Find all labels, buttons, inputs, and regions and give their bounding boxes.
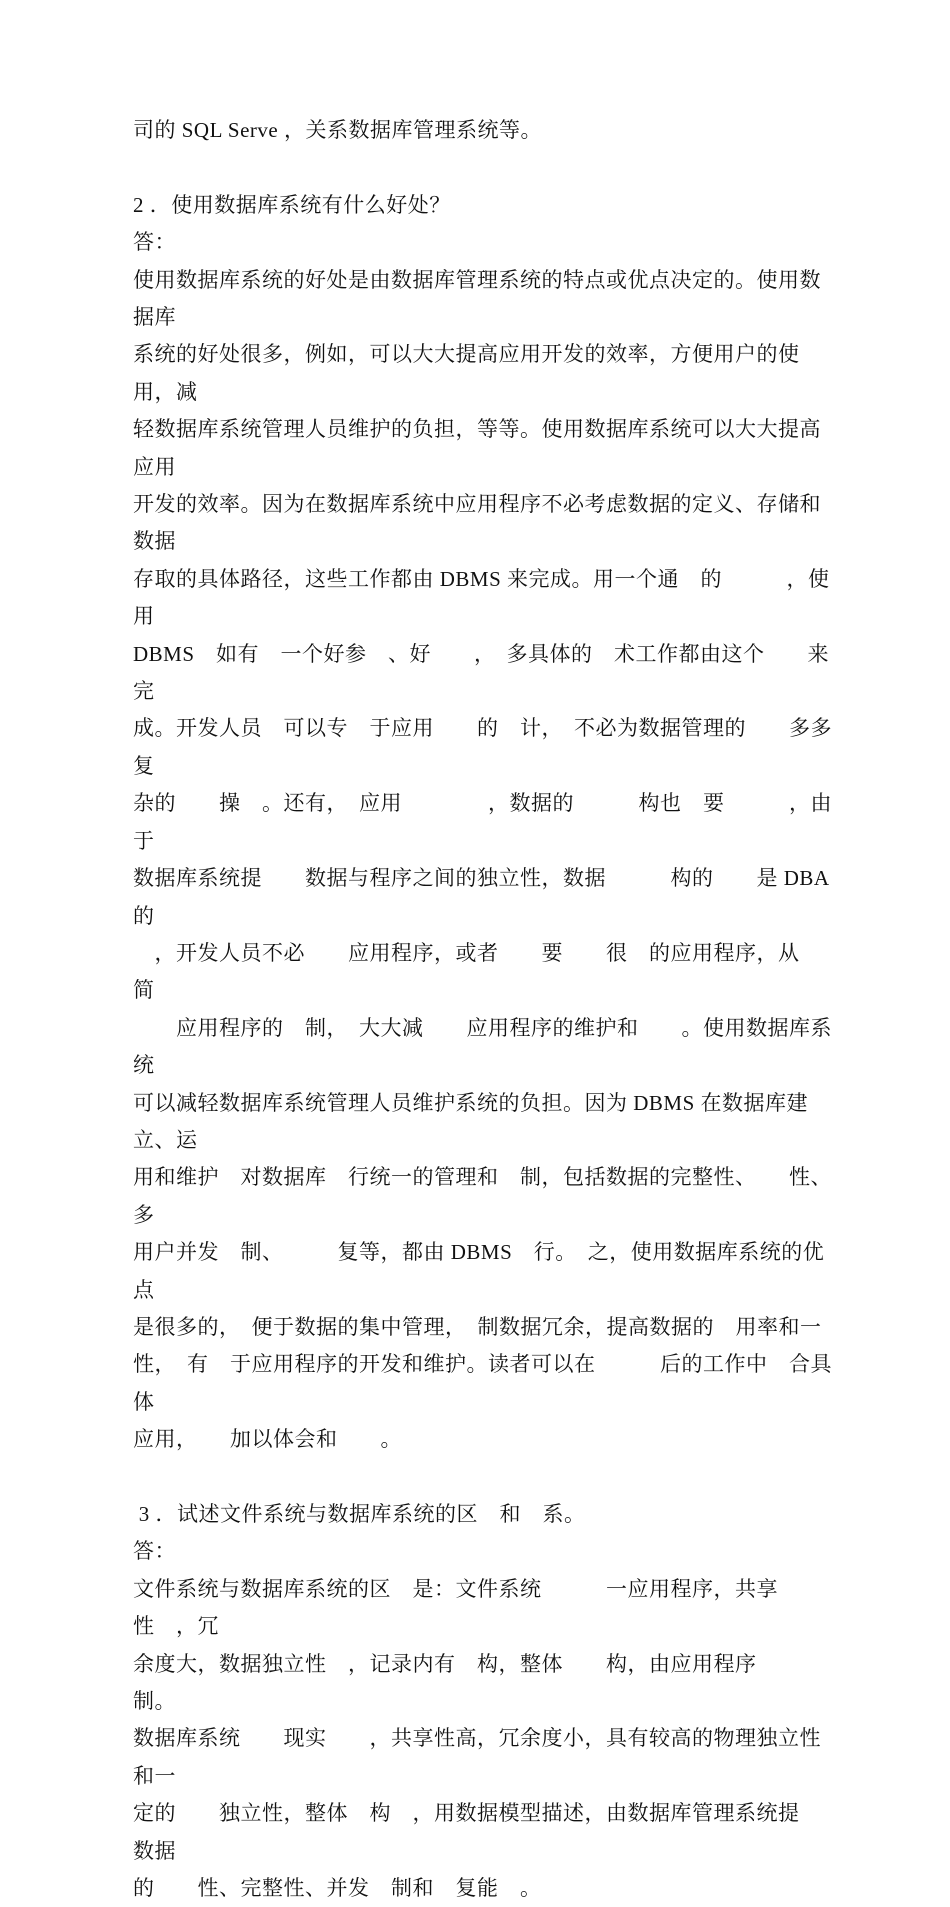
text-line: 开发的效率。因为在数据库系统中应用程序不必考虑数据的定义、存储和数据 [133, 492, 821, 554]
text-line: 司的 SQL Serve ，关系数据库管理系统等。 [133, 118, 542, 142]
text-line: 用和维护 对数据库 行统一的管理和 制，包括数据的完整性、 性、多 [133, 1165, 832, 1227]
text-line: 系统的好处很多，例如，可以大大提高应用开发的效率，方便用户的使用，减 [133, 342, 800, 404]
blank-line [133, 149, 833, 186]
text-line: 性， 有 于应用程序的开发和维护。读者可以在 后的工作中 合具体 [133, 1352, 832, 1414]
document-text-block [133, 112, 843, 1907]
text-line: 余度大，数据独立性 ，记录内有 构，整体 构，由应用程序 制。 [133, 1651, 821, 1714]
text-line: 使用数据库系统的好处是由数据库管理系统的特点或优点决定的。使用数据库 [133, 267, 821, 330]
text-line: 轻数据库系统管理人员维护的负担，等等。使用数据库系统可以大大提高应用 [133, 417, 821, 479]
answer-label: 答： [133, 230, 176, 255]
answer-label: 答： [133, 1539, 176, 1564]
text-line: 的 性、完整性、并发 制和 复能 。 [133, 1876, 542, 1901]
text-line: 用户并发 制、 复等，都由 DBMS 行。 之，使用数据库系统的优点 [133, 1240, 825, 1302]
text-line: 定的 独立性，整体 构 ，用数据模型描述，由数据库管理系统提 数据 [133, 1801, 821, 1863]
text-line: ，开发人员不必 应用程序，或者 要 很 的应用程序，从 简 [133, 940, 843, 1003]
text-line: 应用程序的 制， 大大减 应用程序的维护和 。使用数据库系统 [133, 1015, 832, 1078]
text-line: 数据库系统提 数据与程序之间的独立性，数据 构的 是 DBA 的 [133, 866, 835, 928]
text-line: 成。开发人员 可以专 于应用 的 计， 不必为数据管理的 多多复 [133, 716, 832, 778]
question-2-title: 2 ．使用数据库系统有什么好处？ [133, 192, 451, 217]
text-line: 杂的 操 。还有， 应用 ，数据的 构也 要 ，由于 [133, 791, 832, 853]
text-line: 是很多的， 便于数据的集中管理， 制数据冗余，提高数据的 用率和一 [133, 1314, 822, 1339]
text-line: 文件系统与数据库系统的区 是：文件系统 一应用程序，共享性 ，冗 [133, 1576, 778, 1639]
text-line: 数据库系统 现实 ，共享性高，冗余度小，具有较高的物理独立性和一 [133, 1726, 821, 1788]
question-3-title: 3 ．试述文件系统与数据库系统的区 和 系。 [133, 1502, 586, 1526]
blank-line [133, 1459, 833, 1496]
text-line: 存取的具体路径，这些工作都由 DBMS 来完成。用一个通 的 ，使用 [133, 566, 830, 629]
text-line: 应用， 加以体会和 。 [133, 1427, 402, 1452]
text-line: DBMS 如有 一个好参 、好 ， 多具体的 术工作都由这个 来完 [133, 641, 830, 704]
text-line: 可以减轻数据库系统管理人员维护系统的负担。因为 DBMS 在数据库建立、运 [133, 1090, 809, 1152]
